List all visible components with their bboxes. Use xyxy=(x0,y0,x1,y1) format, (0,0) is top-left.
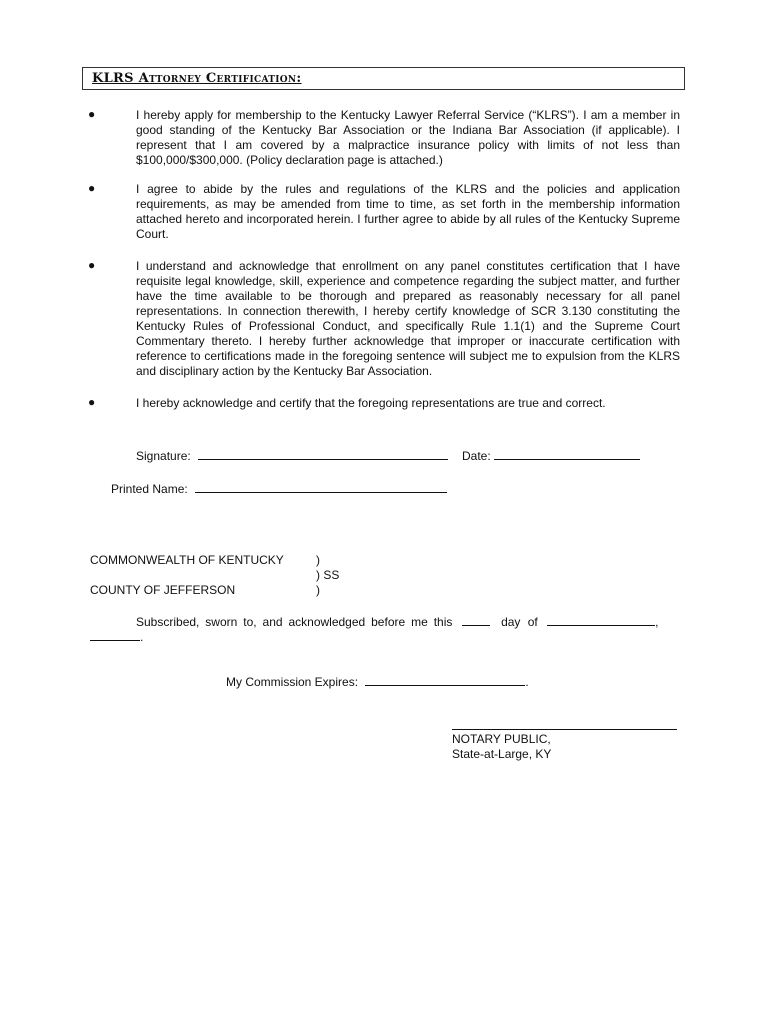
bullet-icon: ● xyxy=(88,181,96,195)
commission-expires-field[interactable] xyxy=(365,673,525,686)
venue-state: COMMONWEALTH OF KENTUCKY xyxy=(90,553,284,567)
certification-item-membership xyxy=(88,108,680,168)
certification-item-competence xyxy=(88,259,680,379)
venue-paren-open: ) xyxy=(316,553,320,567)
venue-ss: ) SS xyxy=(316,568,340,582)
jurat-comma: , xyxy=(655,615,659,629)
notary-title: NOTARY PUBLIC, xyxy=(452,732,551,746)
venue-county: COUNTY OF JEFFERSON xyxy=(90,583,236,597)
printed-name-label: Printed Name: xyxy=(111,482,188,496)
date-field[interactable] xyxy=(494,447,640,460)
bullet-icon: ● xyxy=(88,107,96,121)
certification-item-acknowledge xyxy=(88,396,680,411)
date-row xyxy=(462,447,640,463)
page-title: KLRS Attorney Certification: xyxy=(92,71,302,86)
certification-text-membership: I hereby apply for membership to the Kentucky Lawyer Referral Service (“KLRS”). I am a member in good standing of the Kentucky Bar Association or the Indiana Bar Association (if applicable). I represent that I am covered by a malpractice insurance policy with limits of not less than $100,000/$300,000. (Policy declaration page is attached.) xyxy=(136,108,680,167)
date-label: Date: xyxy=(462,449,491,463)
commission-row xyxy=(226,673,529,689)
jurat-line xyxy=(136,613,680,629)
jurat-text-day-of: day of xyxy=(501,615,538,629)
signature-row xyxy=(136,447,448,463)
jurat-month-field[interactable] xyxy=(547,613,655,626)
commission-period: . xyxy=(525,675,529,689)
certification-text-competence: I understand and acknowledge that enrollment on any panel constitutes certification that I have requisite legal knowledge, skill, experience and competence regarding the subject matter, and further have the time available to be thorough and prepared as reasonably necessary for all panel representations. In connection therewith, I hereby certify knowledge of SCR 3.130 constituting the Kentucky Rules of Professional Conduct, and specifically Rule 1.1(1) and the Supreme Court Commentary thereto. I hereby further acknowledge that improper or inaccurate certification with reference to certifications made in the foregoing sentence will subject me to expulsion from the KLRS and disciplinary action by the Kentucky Bar Association. xyxy=(136,259,680,378)
jurat-day-field[interactable] xyxy=(462,613,490,626)
certification-item-rules xyxy=(88,182,680,242)
notary-jurisdiction: State-at-Large, KY xyxy=(452,747,552,761)
commission-label: My Commission Expires: xyxy=(226,675,359,689)
printed-name-field[interactable] xyxy=(195,480,447,493)
title-box xyxy=(82,67,685,90)
jurat-text-subscribed: Subscribed, sworn to, and acknowledged before me this xyxy=(136,615,453,629)
signature-field[interactable] xyxy=(198,447,448,460)
certification-text-rules: I agree to abide by the rules and regulations of the KLRS and the policies and application requirements, as may be amended from time to time, as set forth in the membership information attached hereto and incorporated herein. I further agree to abide by all rules of the Kentucky Supreme Court. xyxy=(136,182,680,241)
venue-paren-close: ) xyxy=(316,583,320,597)
bullet-icon: ● xyxy=(88,258,96,272)
jurat-year-field[interactable] xyxy=(90,628,140,641)
bullet-icon: ● xyxy=(88,395,96,409)
jurat-period: . xyxy=(140,630,144,644)
jurat-year-row xyxy=(90,628,143,644)
signature-label: Signature: xyxy=(136,449,191,463)
printed-name-row xyxy=(111,480,447,496)
notary-signature-line[interactable] xyxy=(452,729,677,730)
certification-text-acknowledge: I hereby acknowledge and certify that the foregoing representations are true and correct. xyxy=(136,396,606,410)
